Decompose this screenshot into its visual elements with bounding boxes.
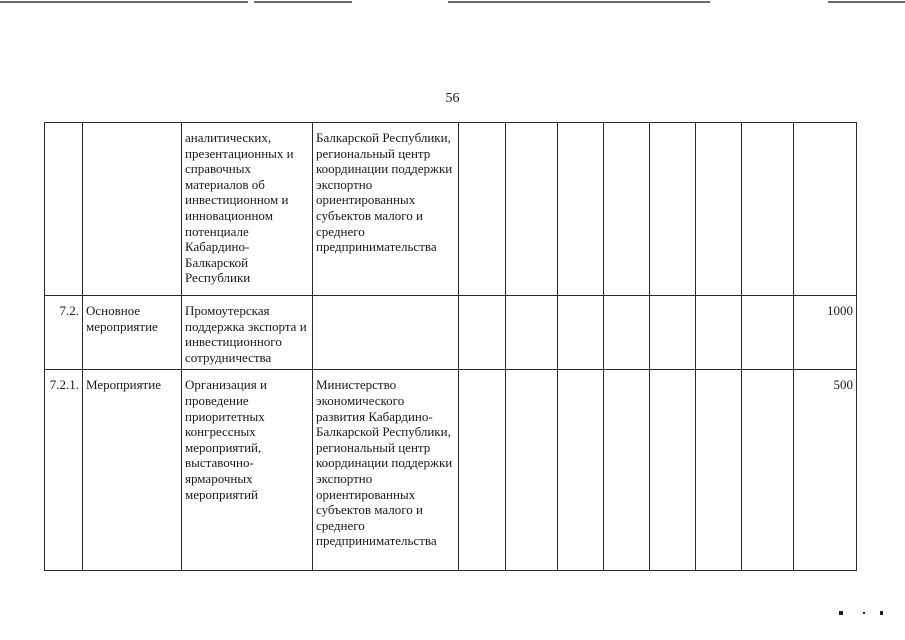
row-value-cell	[696, 123, 742, 296]
scan-speck	[839, 611, 843, 615]
row-amount-cell: 1000	[794, 296, 857, 370]
scan-artifact-line	[254, 1, 352, 3]
row-value-cell	[459, 370, 506, 571]
row-executor-cell	[313, 296, 459, 370]
row-executor-cell: Балкарской Республики, региональный центр координации поддержки экспортно ориентированных субъектов малого и среднего предпринимательства	[313, 123, 459, 296]
table-row	[45, 296, 857, 370]
row-value-cell	[506, 123, 558, 296]
row-value-cell	[604, 370, 650, 571]
row-amount-cell: 500	[794, 370, 857, 571]
row-name-cell: Промоутерская поддержка экспорта и инвестиционного сотрудничества	[182, 296, 313, 370]
scan-speck	[863, 612, 865, 614]
scan-speck	[880, 611, 883, 615]
row-amount-cell	[794, 123, 857, 296]
row-value-cell	[696, 370, 742, 571]
row-value-cell	[604, 296, 650, 370]
row-value-cell	[604, 123, 650, 296]
row-value-cell	[558, 123, 604, 296]
row-value-cell	[696, 296, 742, 370]
row-value-cell	[650, 370, 696, 571]
scan-artifact-line	[448, 1, 710, 3]
row-number-cell	[45, 123, 83, 296]
row-type-cell: Мероприятие	[83, 370, 182, 571]
measures-table	[44, 122, 857, 571]
row-type-cell	[83, 123, 182, 296]
table-row	[45, 370, 857, 571]
row-value-cell	[742, 296, 794, 370]
row-value-cell	[506, 370, 558, 571]
row-value-cell	[650, 123, 696, 296]
row-name-cell: Организация и проведение приоритетных конгрессных мероприятий, выставочно-ярмарочных мероприятий	[182, 370, 313, 571]
row-value-cell	[506, 296, 558, 370]
scan-artifact-line	[0, 1, 248, 3]
page-number: 56	[445, 91, 460, 106]
row-number-cell: 7.2.	[45, 296, 83, 370]
row-type-cell: Основное мероприятие	[83, 296, 182, 370]
row-value-cell	[650, 296, 696, 370]
row-value-cell	[459, 123, 506, 296]
row-executor-cell: Министерство экономического развития Кабардино-Балкарской Республики, региональный центр координации поддержки экспортно ориентированных субъектов малого и среднего предпринимательства	[313, 370, 459, 571]
row-number-cell: 7.2.1.	[45, 370, 83, 571]
row-name-cell: аналитических, презентационных и справочных материалов об инвестиционном и инновационном потенциале Кабардино-Балкарской Республики	[182, 123, 313, 296]
table-row	[45, 123, 857, 296]
row-value-cell	[558, 370, 604, 571]
row-value-cell	[742, 123, 794, 296]
row-value-cell	[558, 296, 604, 370]
row-value-cell	[459, 296, 506, 370]
row-value-cell	[742, 370, 794, 571]
scan-artifact-line	[828, 1, 905, 3]
